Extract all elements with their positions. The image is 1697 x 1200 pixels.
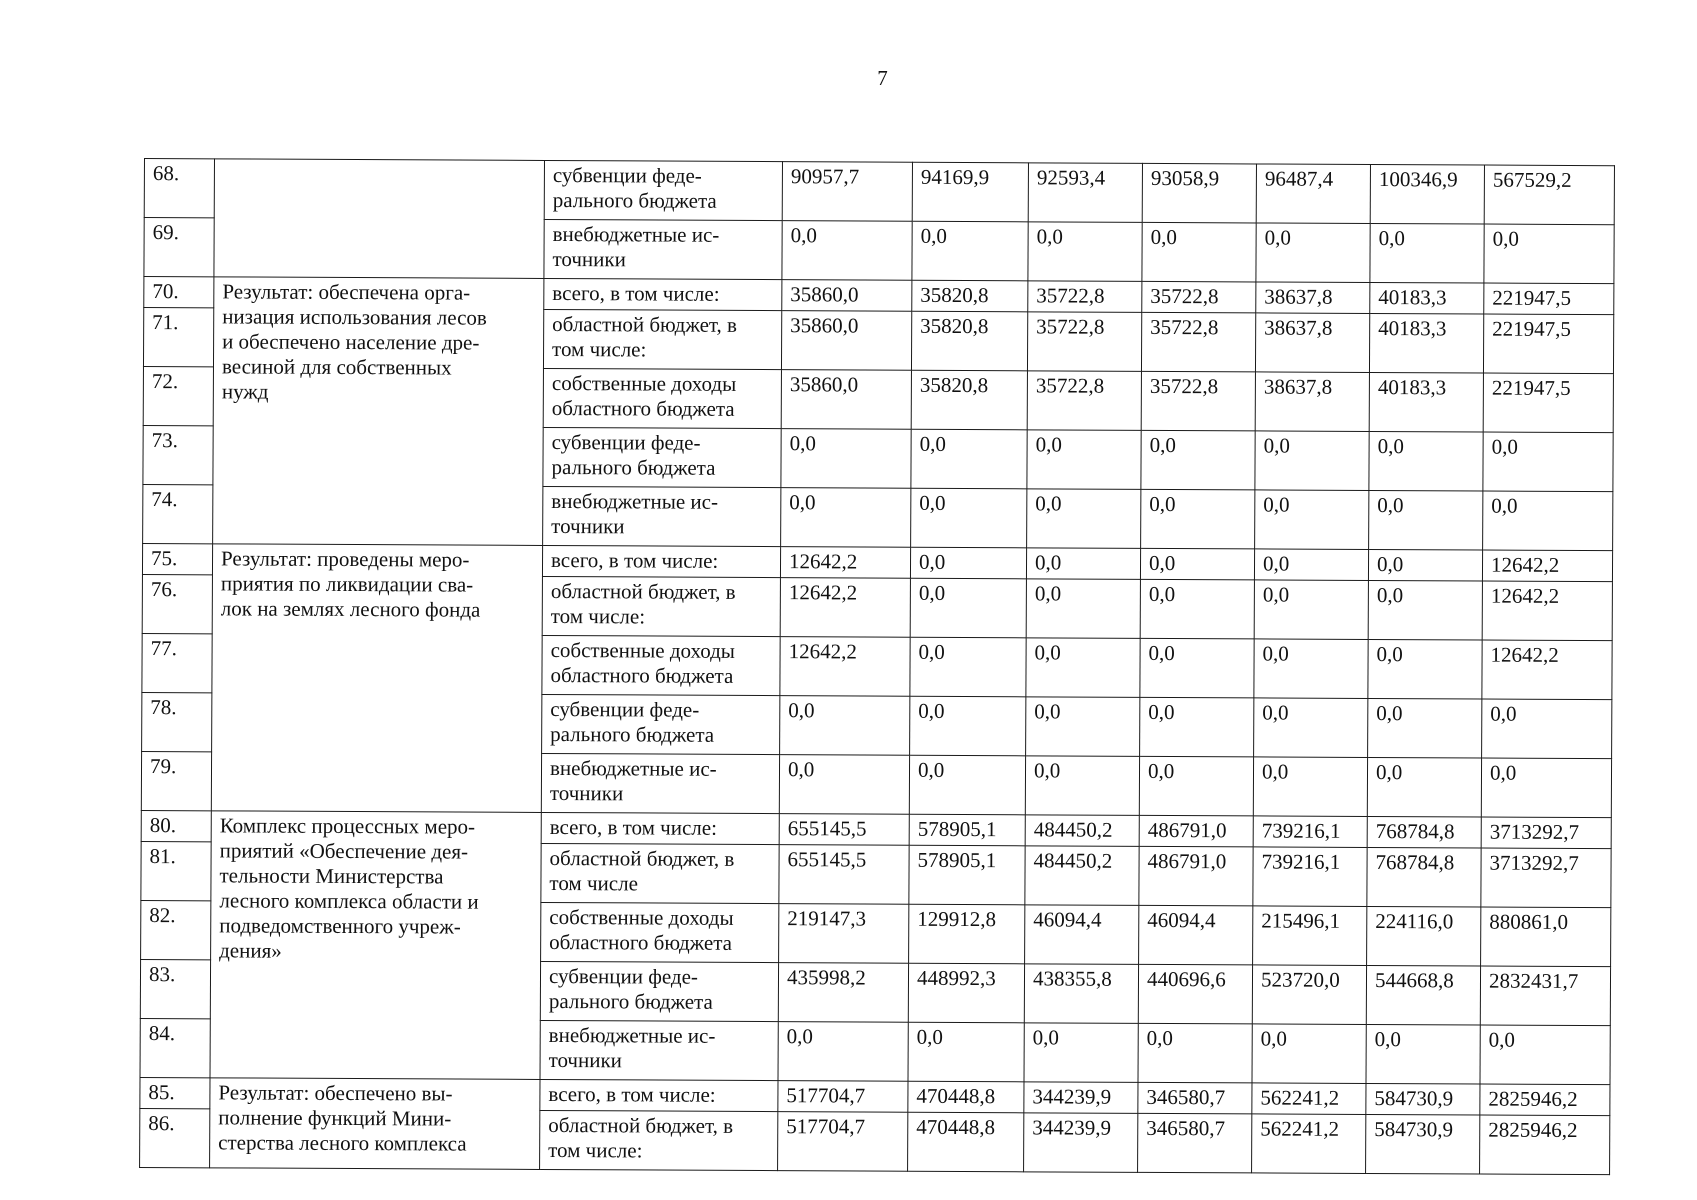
description-line: Комплекс процессных меро-: [219, 813, 476, 839]
amount-cell: 655145,5: [779, 814, 909, 846]
funding-source-line: всего, в том числе:: [548, 1081, 716, 1107]
description-line: весиной для собственных: [221, 354, 452, 380]
funding-source-line: том числе:: [552, 336, 647, 362]
funding-source-line: субвенции феде-: [548, 963, 698, 989]
amount-cell: 2825946,2: [1480, 1084, 1610, 1116]
amount-cell: 768784,8: [1367, 816, 1481, 848]
description-line: нужд: [221, 379, 269, 404]
amount-cell: 739216,1: [1253, 847, 1367, 907]
amount-cell: 0,0: [1481, 758, 1611, 818]
funding-source: [541, 902, 779, 962]
funding-source: [543, 368, 781, 428]
funding-source-line: внебюджетные ис-: [549, 755, 717, 781]
row-number: 84.: [140, 1018, 210, 1077]
amount-cell: 0,0: [1026, 697, 1140, 757]
amount-cell: 470448,8: [908, 1081, 1024, 1113]
amount-cell: 0,0: [1026, 579, 1140, 639]
funding-source-line: субвенции феде-: [552, 162, 702, 188]
amount-cell: 0,0: [908, 1022, 1024, 1082]
funding-source-line: внебюджетные ис-: [548, 1022, 716, 1048]
funding-source: [544, 278, 782, 310]
result-description: [213, 277, 544, 546]
description-line: Результат: проведены меро-: [220, 546, 470, 572]
amount-cell: 0,0: [910, 547, 1026, 579]
description-line: дения»: [219, 938, 282, 963]
amount-cell: 3713292,7: [1481, 848, 1611, 908]
budget-table: [139, 158, 1615, 1175]
amount-cell: 221947,5: [1483, 373, 1613, 433]
amount-cell: 40183,3: [1369, 372, 1483, 432]
funding-source-line: всего, в том числе:: [549, 814, 718, 840]
amount-cell: 46094,4: [1139, 905, 1253, 965]
amount-cell: 0,0: [1254, 639, 1368, 699]
amount-cell: 578905,1: [909, 845, 1025, 905]
description-line: лесного комплекса области и: [219, 888, 479, 914]
funding-source: [543, 427, 781, 487]
amount-cell: 0,0: [1140, 548, 1254, 580]
amount-cell: 0,0: [1027, 430, 1141, 490]
row-number: 79.: [141, 751, 211, 810]
table-row: [144, 277, 1614, 315]
row-number: 80.: [141, 810, 211, 841]
description-line: приятий «Обеспечение дея-: [219, 838, 469, 864]
row-number: 83.: [140, 959, 210, 1018]
row-number: 71.: [143, 308, 213, 367]
amount-cell: 0,0: [1142, 222, 1256, 282]
description-line: стерства лесного комплекса: [218, 1130, 467, 1156]
amount-cell: 35722,8: [1027, 371, 1141, 431]
amount-cell: 35820,8: [911, 311, 1027, 371]
amount-cell: 0,0: [1368, 580, 1482, 640]
amount-cell: 0,0: [781, 488, 911, 548]
amount-cell: 94169,9: [912, 162, 1028, 222]
amount-cell: 0,0: [1138, 1023, 1252, 1083]
funding-source-line: точники: [549, 780, 624, 806]
amount-cell: 470448,8: [908, 1112, 1024, 1172]
amount-cell: 0,0: [1026, 548, 1140, 580]
funding-source-line: областной бюджет, в: [552, 311, 738, 337]
amount-cell: 0,0: [1140, 638, 1254, 698]
amount-cell: 0,0: [1367, 757, 1481, 817]
amount-cell: 544668,8: [1366, 965, 1480, 1025]
funding-source-line: точники: [551, 513, 625, 539]
amount-cell: 0,0: [1484, 224, 1614, 284]
amount-cell: 0,0: [780, 696, 910, 756]
amount-cell: 0,0: [910, 696, 1026, 756]
description-line: Результат: обеспечена орга-: [222, 279, 471, 305]
funding-source: [542, 694, 780, 754]
amount-cell: 484450,2: [1025, 846, 1139, 906]
amount-cell: 486791,0: [1139, 815, 1253, 847]
row-number: 75.: [142, 543, 212, 574]
funding-source-line: том числе:: [548, 1137, 643, 1163]
amount-cell: 38637,8: [1255, 313, 1369, 373]
amount-cell: 2832431,7: [1480, 966, 1610, 1026]
amount-cell: 2825946,2: [1480, 1115, 1610, 1175]
amount-cell: 0,0: [1252, 1024, 1366, 1084]
funding-source-line: рального бюджета: [550, 721, 715, 747]
funding-source-line: том числе:: [550, 603, 646, 629]
amount-cell: 0,0: [911, 429, 1027, 489]
amount-cell: 344239,9: [1024, 1113, 1138, 1173]
table-row: [141, 810, 1611, 848]
amount-cell: 0,0: [779, 755, 909, 815]
funding-source: [542, 545, 780, 577]
funding-source-line: рального бюджета: [551, 454, 716, 480]
amount-cell: 562241,2: [1252, 1114, 1366, 1174]
amount-cell: 0,0: [909, 755, 1025, 815]
amount-cell: 0,0: [1368, 639, 1482, 699]
row-number: 73.: [143, 425, 213, 484]
amount-cell: 880861,0: [1481, 907, 1611, 967]
funding-source-line: субвенции феде-: [550, 696, 700, 722]
funding-source-line: собственные доходы: [550, 637, 735, 663]
funding-source-line: внебюджетные ис-: [551, 488, 719, 514]
table-row: [140, 1077, 1610, 1115]
amount-cell: 35722,8: [1027, 312, 1141, 372]
amount-cell: 221947,5: [1484, 283, 1614, 315]
amount-cell: 0,0: [910, 578, 1026, 638]
row-number: 81.: [141, 841, 211, 900]
row-number: 76.: [142, 574, 212, 633]
funding-source: [541, 843, 779, 903]
funding-source: [542, 635, 780, 695]
description-line: низация использования лесов: [222, 304, 487, 330]
funding-source: [540, 1079, 778, 1111]
amount-cell: 435998,2: [778, 963, 908, 1023]
amount-cell: 0,0: [1483, 432, 1613, 492]
amount-cell: 12642,2: [780, 637, 910, 697]
funding-source-line: областной бюджет, в: [550, 578, 736, 604]
amount-cell: 438355,8: [1024, 964, 1138, 1024]
description-line: приятия по ликвидации сва-: [220, 571, 474, 597]
amount-cell: 344239,9: [1024, 1082, 1138, 1114]
amount-cell: 0,0: [1139, 756, 1253, 816]
amount-cell: 90957,7: [782, 162, 912, 222]
amount-cell: 0,0: [1480, 1025, 1610, 1085]
funding-source: [540, 1110, 778, 1170]
amount-cell: 0,0: [910, 637, 1026, 697]
row-number: 78.: [142, 692, 212, 751]
row-number: 77.: [142, 633, 212, 692]
amount-cell: 0,0: [1025, 756, 1139, 816]
funding-source-line: внебюджетные ис-: [552, 221, 720, 247]
amount-cell: 96487,4: [1256, 164, 1370, 224]
table-body: [140, 159, 1615, 1175]
funding-source-line: областного бюджета: [551, 395, 735, 421]
amount-cell: 12642,2: [780, 578, 910, 638]
amount-cell: 46094,4: [1025, 905, 1139, 965]
amount-cell: 562241,2: [1252, 1083, 1366, 1115]
amount-cell: 35722,8: [1141, 371, 1255, 431]
amount-cell: 584730,9: [1366, 1083, 1480, 1115]
amount-cell: 484450,2: [1025, 815, 1139, 847]
funding-source: [542, 576, 780, 636]
amount-cell: 0,0: [1027, 489, 1141, 549]
funding-source-line: всего, в том числе:: [552, 280, 720, 306]
funding-source-line: том числе: [549, 870, 638, 896]
amount-cell: 40183,3: [1369, 313, 1483, 373]
amount-cell: 35860,0: [781, 370, 911, 430]
funding-source-line: рального бюджета: [548, 988, 713, 1014]
row-number: 72.: [143, 366, 213, 425]
amount-cell: 0,0: [1368, 698, 1482, 758]
amount-cell: 38637,8: [1256, 282, 1370, 314]
amount-cell: 440696,6: [1138, 964, 1252, 1024]
funding-source-line: всего, в том числе:: [550, 547, 719, 573]
amount-cell: 517704,7: [778, 1112, 908, 1172]
amount-cell: 224116,0: [1367, 906, 1481, 966]
amount-cell: 0,0: [1255, 431, 1369, 491]
funding-source-line: областной бюджет, в: [548, 1112, 734, 1138]
amount-cell: 0,0: [1141, 489, 1255, 549]
funding-source-line: областного бюджета: [550, 662, 734, 688]
amount-cell: 12642,2: [780, 547, 910, 579]
amount-cell: 739216,1: [1253, 816, 1367, 848]
amount-cell: 584730,9: [1366, 1114, 1480, 1174]
amount-cell: 129912,8: [909, 904, 1025, 964]
table-row: [142, 543, 1612, 581]
funding-source-line: областного бюджета: [549, 929, 733, 955]
result-description: [210, 811, 541, 1080]
amount-cell: 35722,8: [1141, 312, 1255, 372]
amount-cell: 0,0: [1255, 490, 1369, 550]
amount-cell: 448992,3: [908, 963, 1024, 1023]
page-number: 7: [877, 66, 888, 90]
row-number: 86.: [140, 1108, 210, 1167]
amount-cell: 0,0: [1141, 430, 1255, 490]
amount-cell: 0,0: [1253, 757, 1367, 817]
amount-cell: 35820,8: [911, 370, 1027, 430]
amount-cell: 35722,8: [1142, 281, 1256, 313]
funding-source: [541, 812, 779, 844]
amount-cell: 35860,0: [781, 311, 911, 371]
row-number: 68.: [144, 159, 214, 218]
funding-source-line: рального бюджета: [552, 187, 717, 213]
amount-cell: 0,0: [1254, 580, 1368, 640]
result-description: [214, 159, 545, 279]
amount-cell: 0,0: [1483, 491, 1613, 551]
description-line: Результат: обеспечено вы-: [218, 1080, 453, 1106]
funding-source: [543, 486, 781, 546]
amount-cell: 0,0: [1256, 223, 1370, 283]
row-number: 82.: [141, 900, 211, 959]
funding-source-line: субвенции феде-: [551, 429, 701, 455]
amount-cell: 0,0: [1482, 699, 1612, 759]
funding-source: [540, 961, 778, 1021]
amount-cell: 0,0: [1369, 490, 1483, 550]
amount-cell: 0,0: [1254, 698, 1368, 758]
amount-cell: 0,0: [1140, 579, 1254, 639]
amount-cell: 35860,0: [782, 280, 912, 312]
amount-cell: 578905,1: [909, 814, 1025, 846]
amount-cell: 221947,5: [1483, 314, 1613, 374]
funding-source-line: точники: [548, 1047, 622, 1073]
amount-cell: 486791,0: [1139, 846, 1253, 906]
amount-cell: 93058,9: [1142, 163, 1256, 223]
amount-cell: 0,0: [1369, 431, 1483, 491]
funding-source: [544, 160, 782, 220]
amount-cell: 523720,0: [1252, 965, 1366, 1025]
amount-cell: 0,0: [1140, 697, 1254, 757]
amount-cell: 12642,2: [1482, 640, 1612, 700]
amount-cell: 40183,3: [1370, 282, 1484, 314]
amount-cell: 0,0: [1028, 222, 1142, 282]
amount-cell: 0,0: [1026, 638, 1140, 698]
description-line: и обеспечено население дре-: [222, 329, 480, 355]
funding-source: [544, 219, 782, 279]
amount-cell: 0,0: [1254, 549, 1368, 581]
amount-cell: 346580,7: [1138, 1113, 1252, 1173]
amount-cell: 0,0: [911, 488, 1027, 548]
amount-cell: 12642,2: [1482, 550, 1612, 582]
amount-cell: 92593,4: [1028, 163, 1142, 223]
table-row: [144, 159, 1614, 225]
funding-source-line: точники: [552, 246, 626, 272]
description-line: тельности Министерства: [219, 863, 444, 889]
amount-cell: 517704,7: [778, 1081, 908, 1113]
amount-cell: 0,0: [778, 1022, 908, 1082]
description-line: подведомственного учреж-: [219, 913, 461, 939]
amount-cell: 35820,8: [912, 280, 1028, 312]
amount-cell: 38637,8: [1255, 372, 1369, 432]
amount-cell: 215496,1: [1253, 906, 1367, 966]
amount-cell: 219147,3: [779, 904, 909, 964]
funding-source: [540, 1020, 778, 1080]
amount-cell: 0,0: [1368, 549, 1482, 581]
row-number: 70.: [144, 277, 214, 308]
funding-source: [543, 309, 781, 369]
amount-cell: 3713292,7: [1481, 817, 1611, 849]
amount-cell: 0,0: [912, 221, 1028, 281]
row-number: 74.: [143, 484, 213, 543]
row-number: 85.: [140, 1077, 210, 1108]
result-description: [210, 1078, 540, 1170]
amount-cell: 768784,8: [1367, 847, 1481, 907]
amount-cell: 0,0: [1366, 1024, 1480, 1084]
description-line: лок на землях лесного фонда: [220, 596, 481, 622]
amount-cell: 0,0: [781, 429, 911, 489]
amount-cell: 567529,2: [1484, 165, 1614, 225]
amount-cell: 12642,2: [1482, 581, 1612, 641]
result-description: [211, 544, 542, 813]
amount-cell: 0,0: [1024, 1023, 1138, 1083]
amount-cell: 0,0: [782, 221, 912, 281]
amount-cell: 0,0: [1370, 223, 1484, 283]
amount-cell: 655145,5: [779, 845, 909, 905]
amount-cell: 35722,8: [1028, 281, 1142, 313]
funding-source-line: областной бюджет, в: [549, 845, 735, 871]
funding-source: [541, 753, 779, 813]
funding-source-line: собственные доходы: [549, 904, 734, 930]
amount-cell: 100346,9: [1370, 164, 1484, 224]
description-line: полнение функций Мини-: [218, 1105, 452, 1131]
row-number: 69.: [144, 218, 214, 277]
funding-source-line: собственные доходы: [551, 370, 737, 396]
amount-cell: 346580,7: [1138, 1082, 1252, 1114]
